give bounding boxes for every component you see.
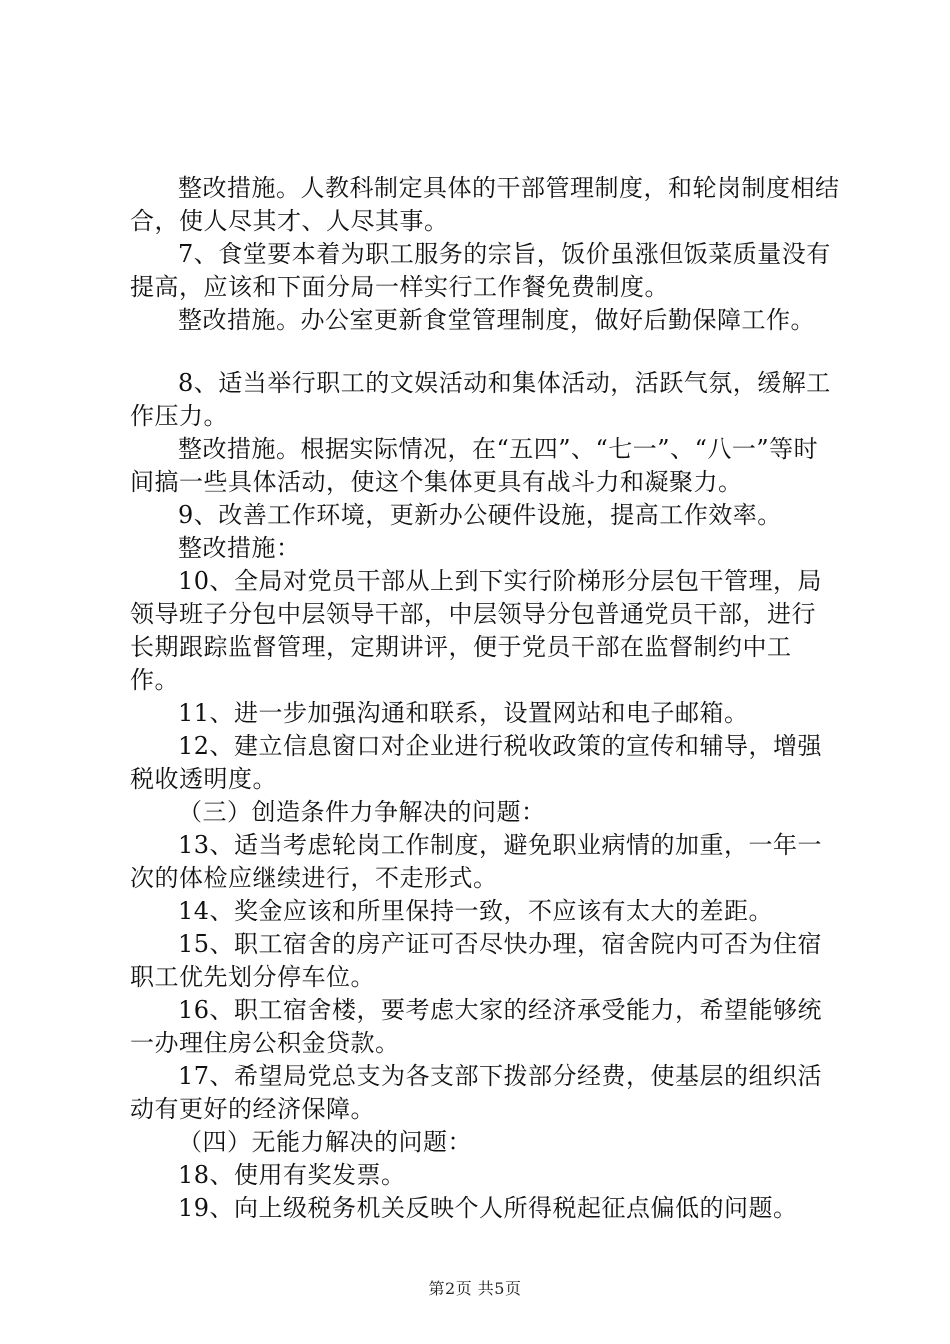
paragraph-item-14: 14、奖金应该和所里保持一致，不应该有太大的差距。 xyxy=(178,897,774,925)
paragraph-item-19: 19、向上级税务机关反映个人所得税起征点偏低的问题。 xyxy=(178,1194,798,1222)
section-heading-3: （三）创造条件力争解决的问题： xyxy=(178,798,546,826)
paragraph-item-16: 16、职工宿舍楼，要考虑大家的经济承受能力，希望能够统一办理住房公积金贷款。 xyxy=(130,996,823,1057)
paragraph-rectification-7: 整改措施。办公室更新食堂管理制度，做好后勤保障工作。 xyxy=(178,306,815,334)
paragraph-spacer xyxy=(130,337,840,367)
paragraph-item-7: 7、食堂要本着为职工服务的宗旨，饭价虽涨但饭菜质量没有提高，应该和下面分局一样实行工作餐免费制度。 xyxy=(130,240,831,301)
paragraph-item-15: 15、职工宿舍的房产证可否尽快办理，宿舍院内可否为住宿职工优先划分停车位。 xyxy=(130,930,823,991)
paragraph-item-10: 10、全局对党员干部从上到下实行阶梯形分层包干管理，局领导班子分包中层领导干部，中层领导分包普通党员干部，进行长期跟踪监督管理，定期讲评，便于党员干部在监督制约中工作。 xyxy=(130,567,823,694)
paragraph-rectification-8: 整改措施。根据实际情况，在“五四”、“七一”、“八一”等时间搞一些具体活动，使这个集体更具有战斗力和凝聚力。 xyxy=(130,435,819,496)
paragraph-item-9: 9、改善工作环境，更新办公硬件设施，提高工作效率。 xyxy=(178,501,782,529)
paragraph-item-13: 13、适当考虑轮岗工作制度，避免职业病情的加重，一年一次的体检应继续进行，不走形式。 xyxy=(130,831,823,892)
paragraph-item-17: 17、希望局党总支为各支部下拨部分经费，使基层的组织活动有更好的经济保障。 xyxy=(130,1062,823,1123)
paragraph-item-12: 12、建立信息窗口对企业进行税收政策的宣传和辅导，增强税收透明度。 xyxy=(130,732,823,793)
paragraph-item-11: 11、进一步加强沟通和联系，设置网站和电子邮箱。 xyxy=(178,699,749,727)
page-number-footer: 第2页 共5页 xyxy=(428,1279,522,1298)
paragraph-item-18: 18、使用有奖发票。 xyxy=(178,1161,406,1189)
paragraph-rectification-1: 整改措施。人教科制定具体的干部管理制度，和轮岗制度相结合，使人尽其才、人尽其事。 xyxy=(130,174,840,235)
section-heading-4: （四）无能力解决的问题： xyxy=(178,1128,472,1156)
paragraph-rectification-9: 整改措施： xyxy=(178,534,301,562)
paragraph-item-8: 8、适当举行职工的文娱活动和集体活动，活跃气氛，缓解工作压力。 xyxy=(130,369,831,430)
document-body xyxy=(130,172,840,1225)
